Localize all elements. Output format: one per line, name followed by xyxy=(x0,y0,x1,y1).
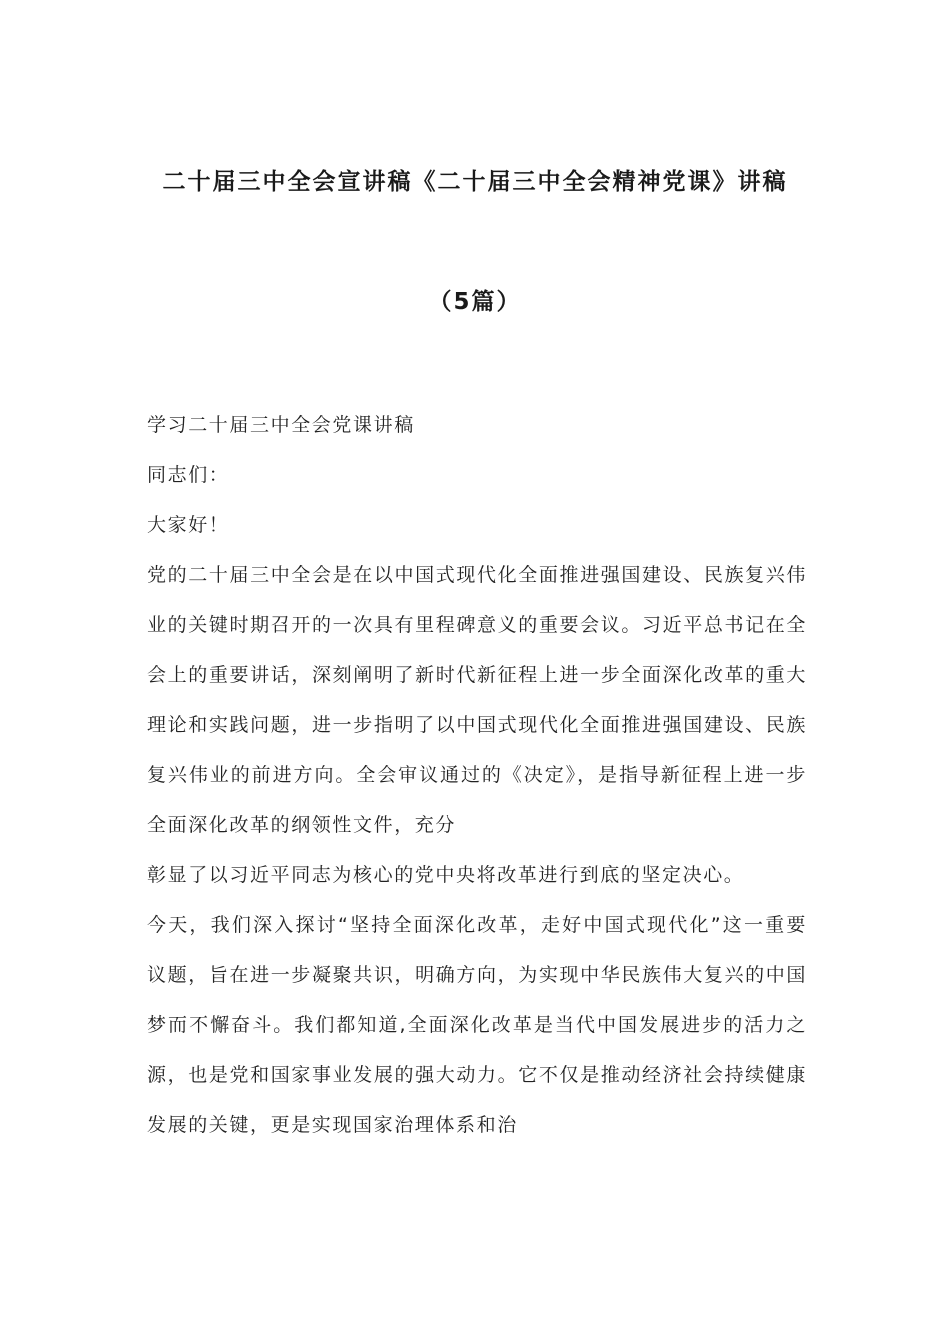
body-paragraph: 今天，我们深入探讨“坚持全面深化改革，走好中国式现代化”这一重要议题，旨在进一步凝聚共识，明确方向，为实现中华民族伟大复兴的中国梦而不懈奋斗。我们都知道,全面深化改革是当代中国发展进步的活力之源，也是党和国家事业发展的强大动力。它不仅是推动经济社会持续健康发展的关键，更是实现国家治理体系和治 xyxy=(147,914,807,1136)
document-body xyxy=(147,400,807,1150)
salutation: 同志们： xyxy=(147,464,230,486)
greeting: 大家好！ xyxy=(147,514,230,536)
body-paragraph: 彰显了以习近平同志为核心的党中央将改革进行到底的坚定决心。 xyxy=(147,864,745,886)
body-paragraph: 党的二十届三中全会是在以中国式现代化全面推进强国建设、民族复兴伟业的关键时期召开的一次具有里程碑意义的重要会议。习近平总书记在全会上的重要讲话，深刻阐明了新时代新征程上进一步全面深化改革的重大理论和实践问题，进一步指明了以中国式现代化全面推进强国建设、民族复兴伟业的前进方向。全会审议通过的《决定》，是指导新征程上进一步全面深化改革的纲领性文件，充分 xyxy=(147,564,807,836)
document-title-count: （5篇） xyxy=(428,289,522,315)
document-title: 二十届三中全会宣讲稿《二十届三中全会精神党课》讲稿 xyxy=(162,169,788,195)
section-heading: 学习二十届三中全会党课讲稿 xyxy=(147,414,415,436)
